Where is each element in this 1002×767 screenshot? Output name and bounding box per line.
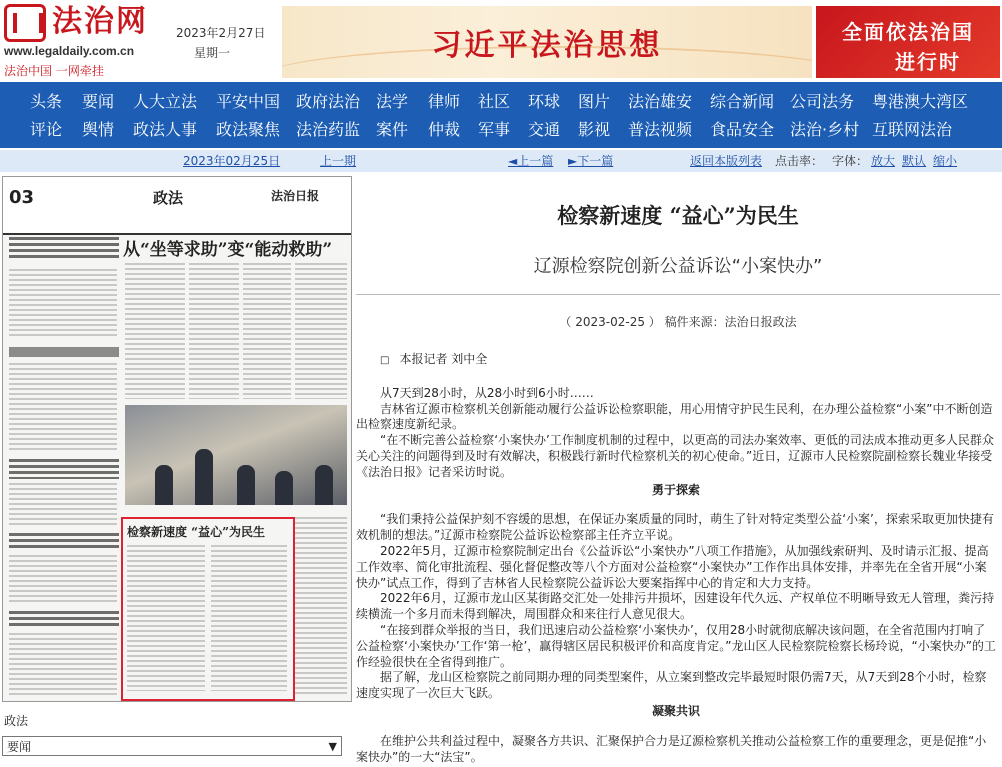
newspaper-page-preview[interactable] (2, 176, 352, 702)
spacer (356, 720, 996, 734)
nav-item[interactable]: 社区 (478, 92, 511, 111)
article-divider (356, 294, 1000, 295)
nav-item[interactable]: 互联网法治 (872, 120, 953, 139)
photo-figure (195, 449, 213, 505)
nav-item[interactable]: 军事 (478, 120, 511, 139)
article-meta: （ 2023-02-25 ） 稿件来源：法治日报政法 (559, 315, 797, 329)
nav-item[interactable]: 平安中国 (216, 92, 281, 111)
photo-figure (275, 471, 293, 505)
paper-left-headline-block[interactable] (9, 459, 119, 479)
paper-text-column (9, 269, 117, 339)
article-paragraph: “在接到群众举报的当日，我们迅速启动公益检察‘小案快办’，仅用28小时就彻底解决该问题，在全省范围内打响了公益检察‘小案快办’工作‘第一枪’，赢得辖区居民积极评价和高度肯定。”龙山区人民检察院检察长杨玲说，“小案快办”的工作经验很快在全省得到推广。 (356, 622, 996, 669)
article-paragraph: 2022年5月，辽源市检察院制定出台《公益诉讼“小案快办”八项工作措施》，从加强线索研判、及时请示汇报、提高工作效率、简化审批流程、强化督促整改等八个方面对公益检察“小案快办”工作作出具体安排，并率先在全省开展“小案快办”试点工作，得到了吉林省人民检察院公益诉讼大要案指挥中心的肯定和大力支持。 (356, 543, 989, 590)
section-select-value: 要闻 (7, 740, 32, 754)
banner-side-line2: 进行时 (895, 50, 961, 74)
nav-item[interactable]: 法治雄安 (628, 92, 693, 111)
paper-text-column (211, 545, 287, 691)
photo-figure (237, 465, 255, 505)
photo-figure (155, 465, 173, 505)
nav-item[interactable]: 影视 (578, 120, 611, 139)
paper-text-column (9, 555, 117, 605)
back-to-list-link[interactable]: 返回本版列表 (690, 154, 763, 168)
banner-rule-of-law[interactable] (816, 6, 1000, 78)
article-paragraph: 吉林省辽源市检察机关创新能动履行公益诉讼检察职能，用心用情守护民生民利，在办理公益检察“小案”中不断创造出检察速度新纪录。 (356, 401, 993, 432)
logo-slogan: 法治中国 一网牵挂 (4, 64, 104, 78)
issue-date-link[interactable]: 2023年02月25日 (183, 154, 281, 168)
paper-masthead (3, 177, 351, 235)
nav-item[interactable]: 交通 (528, 120, 561, 139)
paper-text-column (9, 633, 117, 697)
current-date: 2023年2月27日 (176, 26, 266, 40)
nav-item[interactable]: 头条 (30, 92, 63, 111)
article-subtitle: 辽源检察院创新公益诉讼“小案快办” (533, 256, 823, 277)
paper-current-article-highlight[interactable] (121, 517, 295, 701)
nav-item[interactable]: 舆情 (82, 120, 115, 139)
photo-figure (315, 465, 333, 505)
paper-left-headline-block[interactable] (9, 533, 119, 551)
font-small-link[interactable]: 缩小 (933, 154, 958, 168)
article-section-heading: 勇于探索 (651, 482, 700, 497)
main-nav (0, 82, 1002, 148)
nav-item[interactable]: 仲裁 (428, 120, 461, 139)
nav-item[interactable]: 案件 (376, 120, 409, 139)
paper-page-number: 03 (9, 187, 35, 208)
logo-emblem-icon (4, 4, 46, 42)
nav-item[interactable]: 公司法务 (790, 92, 855, 111)
article-body (356, 352, 996, 765)
nav-item[interactable]: 律师 (428, 92, 461, 111)
site-header (0, 0, 1002, 82)
site-logo[interactable] (4, 4, 164, 80)
nav-item[interactable]: 综合新闻 (710, 92, 775, 111)
clicks-label: 点击率： (775, 154, 824, 168)
paper-text-column (295, 517, 347, 697)
article-paragraph: “在不断完善公益检察‘小案快办’工作制度机制的过程中，以更高的司法办案效率、更低的司法成本推动更多人民群众关心关注的问题得到及时有效解决，积极践行新时代检察机关的初心使命。”近日，辽源市人民检察院副检察长魏业华接受《法治日报》记者采访时说。 (356, 433, 994, 479)
nav-item[interactable]: 要闻 (82, 92, 115, 111)
nav-item[interactable]: 政法人事 (133, 120, 198, 139)
nav-item[interactable]: 环球 (528, 92, 561, 111)
paper-left-headline-block[interactable] (9, 611, 119, 629)
banner-xi-thought[interactable] (282, 6, 812, 78)
article-paragraph: “我们秉持公益保护刻不容缓的思想，在保证办案质量的同时，萌生了针对特定类型公益‘小案’，探索采取更加快捷有效机制的想法。”辽源市检察院公益诉讼检察部主任齐立平说。 (356, 512, 994, 543)
paper-text-column (295, 263, 347, 399)
article-paragraph: 在维护公共利益过程中，凝聚各方共识、汇聚保护合力是辽源检察机关推动公益检察工作的重要理念，更是促推“小案快办”的一大“法宝”。 (356, 733, 987, 764)
font-large-link[interactable]: 放大 (871, 154, 896, 168)
nav-item[interactable]: 粤港澳大湾区 (872, 92, 969, 111)
paper-text-column (9, 363, 117, 453)
nav-item[interactable]: 人大立法 (133, 92, 198, 111)
paper-section-name: 政法 (153, 189, 184, 207)
paper-text-column (125, 263, 185, 399)
current-weekday: 星期一 (194, 46, 231, 60)
nav-item[interactable]: 普法视频 (628, 120, 693, 139)
banner-side-line1: 全面依法治国 (842, 20, 974, 44)
paper-headline[interactable]: 从“坐等求助”变“能动救助” (123, 240, 333, 260)
article-paragraph: 2022年6月，辽源市龙山区某街路交汇处一处排污井损坏，因建设年代久远、产权单位不明晰导致无人管理，粪污持续横流一个多月而未得到解决，周围群众和来往行人意见很大。 (356, 591, 995, 622)
paper-text-column (127, 545, 205, 691)
paper-brand: 法治日报 (271, 189, 320, 203)
nav-item[interactable]: 政法聚焦 (216, 120, 281, 139)
article-title: 检察新速度 “益心”为民生 (557, 203, 799, 228)
prev-article-link[interactable]: ◄上一篇 (508, 154, 554, 168)
section-select[interactable] (2, 736, 342, 756)
nav-item[interactable]: 评论 (30, 120, 63, 139)
prev-issue-link[interactable]: 上一期 (320, 154, 357, 168)
section-select-label: 政法 (4, 714, 29, 728)
paper-left-headline-block[interactable] (9, 237, 119, 261)
nav-item[interactable]: 法治·乡村 (790, 120, 860, 139)
issue-toolbar (0, 150, 1002, 172)
spacer (356, 498, 996, 512)
banner-main-text: 习近平法治思想 (431, 28, 663, 63)
paper-text-column (189, 263, 239, 399)
paper-text-column (9, 483, 117, 527)
article-section-heading: 凝聚共识 (651, 703, 700, 718)
nav-item[interactable]: 政府法治 (296, 92, 361, 111)
paper-photo (125, 405, 347, 505)
font-default-link[interactable]: 默认 (902, 154, 927, 168)
paper-text-column (243, 263, 291, 399)
logo-url: www.legaldaily.com.cn (4, 44, 135, 58)
nav-item[interactable]: 法学 (376, 92, 409, 111)
article-paragraph: 据了解，龙山区检察院之前同期办理的同类型案件，从立案到整改完毕最短时限仍需7天，从7天到28个小时，检察速度实现了一次巨大飞跃。 (356, 670, 987, 701)
article-author: □ 本报记者 刘中全 (380, 352, 996, 369)
font-label: 字体： (832, 154, 869, 168)
paper-left-headline-block[interactable] (9, 347, 119, 357)
chevron-down-icon: ▼ (328, 740, 337, 753)
nav-item[interactable]: 法治药监 (296, 120, 361, 139)
nav-item[interactable]: 图片 (578, 92, 611, 111)
article-paragraph: 从7天到28小时，从28小时到6小时…… (380, 385, 594, 400)
highlight-title: 检察新速度 “益心”为民生 (127, 525, 265, 539)
nav-item[interactable]: 食品安全 (710, 120, 775, 139)
logo-title: 法治网 (52, 4, 148, 39)
next-article-link[interactable]: ►下一篇 (568, 154, 614, 168)
